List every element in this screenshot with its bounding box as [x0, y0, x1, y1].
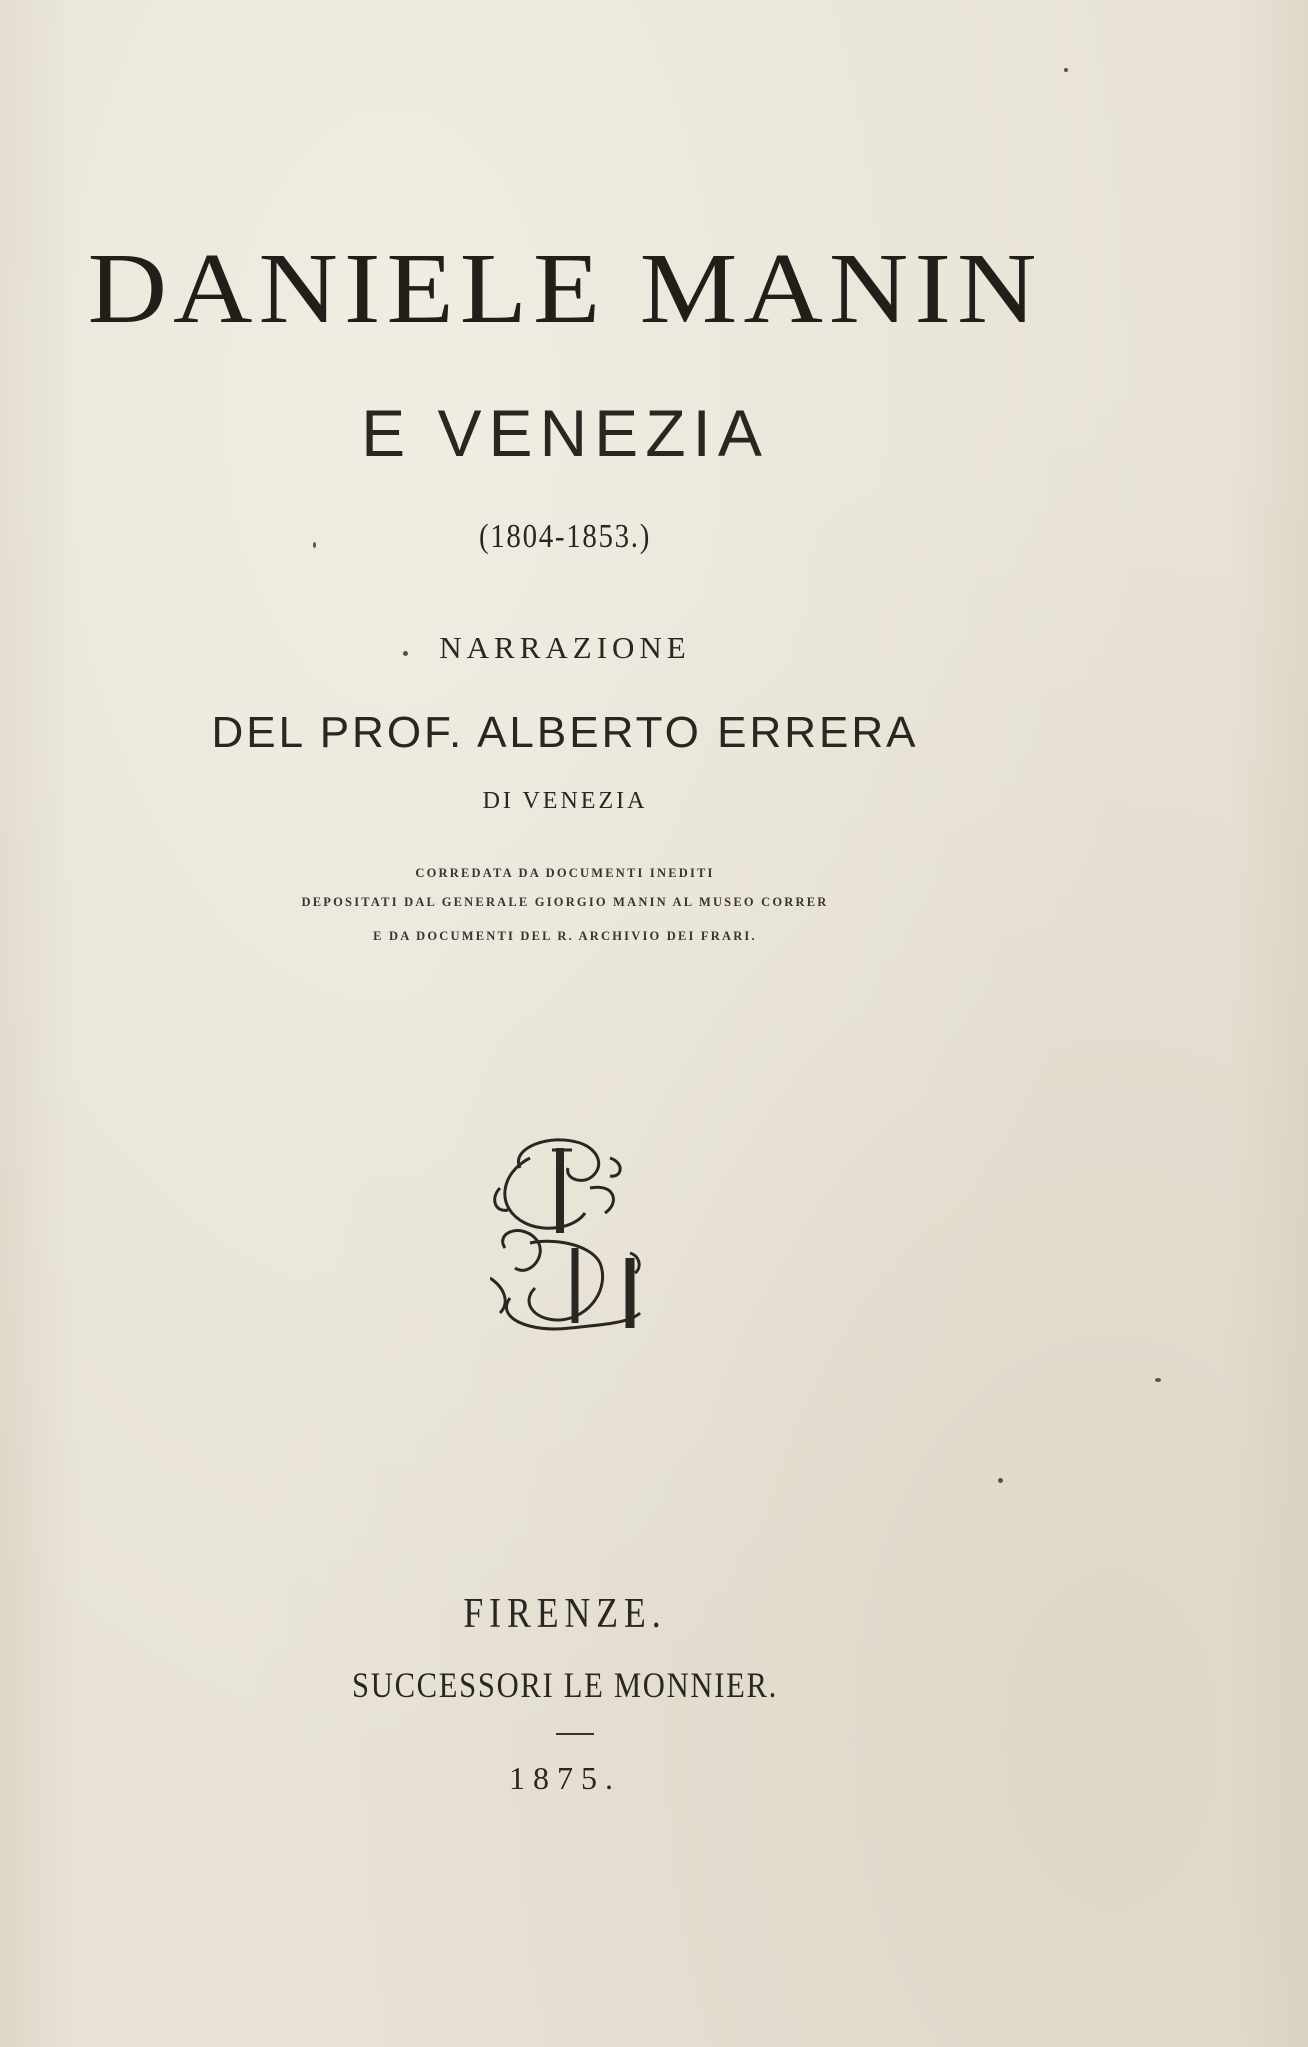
publication-year: 1875.: [509, 1760, 621, 1796]
author-line: DEL PROF. ALBERTO ERRERA: [211, 708, 919, 757]
description-line-3: E DA DOCUMENTI DEL R. ARCHIVIO DEI FRARI.: [373, 929, 757, 943]
publisher-name: SUCCESSORI LE MONNIER.: [352, 1665, 778, 1705]
ink-speck: [1155, 1378, 1161, 1382]
author-origin: DI VENEZIA: [482, 788, 648, 814]
ink-speck: [313, 542, 316, 548]
publication-city: FIRENZE.: [463, 1591, 667, 1637]
ink-speck: [998, 1478, 1003, 1483]
book-subtitle: E VENEZIA: [361, 396, 769, 470]
date-range: (1804-1853.): [478, 518, 652, 555]
description-line-1: CORREDATA DA DOCUMENTI INEDITI: [415, 866, 715, 880]
ink-speck: [403, 651, 408, 656]
narrative-label: NARRAZIONE: [439, 630, 691, 665]
publisher-monogram-emblem: [490, 1128, 650, 1338]
ink-speck: [1064, 68, 1068, 72]
divider-rule: [556, 1733, 594, 1735]
book-title: DANIELE MANIN: [87, 231, 1043, 345]
description-line-2: DEPOSITATI DAL GENERALE GIORGIO MANIN AL MUSEO CORRER: [301, 895, 829, 909]
